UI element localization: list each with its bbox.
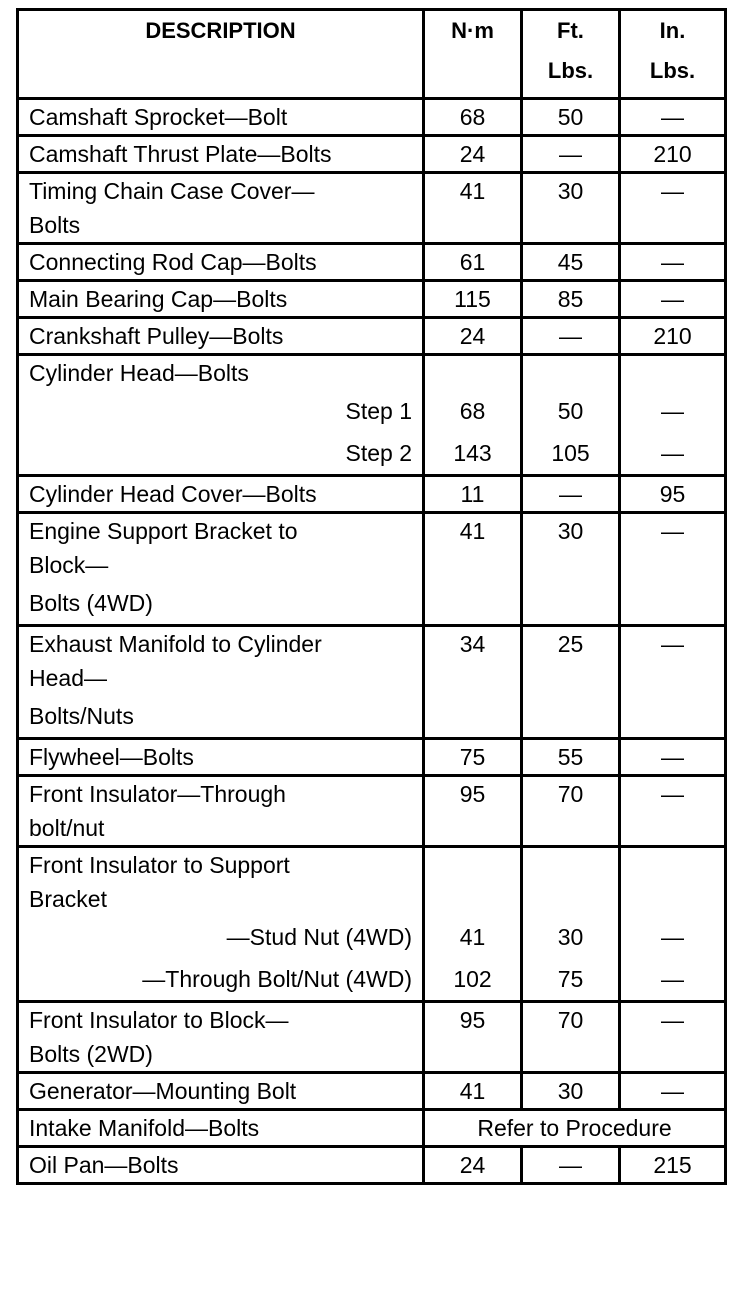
ft-lbs-cell bbox=[522, 318, 620, 355]
value: — bbox=[661, 398, 684, 424]
value: 41 bbox=[459, 924, 486, 950]
description-cell bbox=[18, 99, 424, 136]
description-line: —Through Bolt/Nut (4WD) bbox=[142, 966, 412, 992]
value: 105 bbox=[551, 440, 590, 466]
nm-cell bbox=[424, 476, 522, 513]
ft-lbs-cell bbox=[522, 776, 620, 847]
value: 30 bbox=[557, 518, 584, 544]
nm-cell bbox=[424, 281, 522, 318]
table-row bbox=[18, 626, 726, 739]
value: — bbox=[661, 178, 684, 204]
value: 210 bbox=[653, 141, 692, 167]
value bbox=[425, 882, 520, 916]
ft-lbs-cell bbox=[522, 476, 620, 513]
description-cell bbox=[18, 1073, 424, 1110]
ft-lbs-cell bbox=[522, 99, 620, 136]
nm-cell bbox=[424, 847, 522, 1002]
description-line: Bolts bbox=[29, 212, 81, 238]
value: 85 bbox=[557, 286, 584, 312]
description-line: Step 1 bbox=[345, 398, 412, 424]
value: 30 bbox=[557, 178, 584, 204]
in-lbs-cell bbox=[620, 1147, 726, 1184]
table-row bbox=[18, 513, 726, 626]
value: — bbox=[661, 1078, 684, 1104]
value bbox=[425, 848, 520, 882]
ft-lbs-cell bbox=[522, 244, 620, 281]
value: 61 bbox=[459, 249, 486, 275]
description-line: Bolts (4WD) bbox=[29, 590, 153, 616]
description-cell bbox=[18, 513, 424, 626]
nm-cell bbox=[424, 355, 522, 476]
description-line: Exhaust Manifold to Cylinder bbox=[29, 631, 322, 657]
table-row bbox=[18, 355, 726, 476]
description-cell bbox=[18, 776, 424, 847]
description-cell bbox=[18, 1002, 424, 1073]
in-lbs-cell bbox=[620, 626, 726, 739]
description-line: Bracket bbox=[29, 886, 107, 912]
in-lbs-cell bbox=[620, 776, 726, 847]
description-line: Cylinder Head Cover—Bolts bbox=[29, 481, 317, 507]
nm-cell bbox=[424, 1002, 522, 1073]
table-row bbox=[18, 1073, 726, 1110]
value: — bbox=[661, 1007, 684, 1033]
value bbox=[523, 356, 618, 390]
description-cell bbox=[18, 847, 424, 1002]
value: 34 bbox=[459, 631, 486, 657]
in-lbs-cell bbox=[620, 244, 726, 281]
in-lbs-cell bbox=[620, 281, 726, 318]
ft-lbs-cell bbox=[522, 355, 620, 476]
table-row bbox=[18, 476, 726, 513]
nm-cell bbox=[424, 173, 522, 244]
value: 95 bbox=[459, 1007, 486, 1033]
table-row bbox=[18, 244, 726, 281]
value: 24 bbox=[459, 141, 486, 167]
value: 41 bbox=[459, 518, 486, 544]
value: 102 bbox=[453, 966, 492, 992]
description-cell bbox=[18, 1110, 424, 1147]
value: 95 bbox=[459, 781, 486, 807]
value: 30 bbox=[557, 924, 584, 950]
value: 55 bbox=[557, 744, 584, 770]
table-row bbox=[18, 1110, 726, 1147]
ft-lbs-cell bbox=[522, 513, 620, 626]
value: 41 bbox=[459, 1078, 486, 1104]
table-row bbox=[18, 173, 726, 244]
value: — bbox=[661, 924, 684, 950]
description-line: bolt/nut bbox=[29, 815, 105, 841]
description-cell bbox=[18, 626, 424, 739]
table-row bbox=[18, 776, 726, 847]
description-line: Camshaft Thrust Plate—Bolts bbox=[29, 141, 332, 167]
header-in-lbs: In. Lbs. bbox=[620, 10, 726, 99]
ft-lbs-cell bbox=[522, 136, 620, 173]
value: 41 bbox=[459, 178, 486, 204]
description-cell bbox=[18, 476, 424, 513]
ft-lbs-cell bbox=[522, 1002, 620, 1073]
nm-cell bbox=[424, 513, 522, 626]
value: 24 bbox=[459, 323, 486, 349]
description-line: Head— bbox=[29, 665, 107, 691]
description-line: Oil Pan—Bolts bbox=[29, 1152, 179, 1178]
nm-cell bbox=[424, 626, 522, 739]
nm-cell bbox=[424, 99, 522, 136]
torque-specifications-table bbox=[16, 8, 727, 1185]
value: 50 bbox=[557, 398, 584, 424]
in-lbs-cell bbox=[620, 1002, 726, 1073]
description-line: Main Bearing Cap—Bolts bbox=[29, 286, 288, 312]
in-lbs-cell bbox=[620, 476, 726, 513]
ft-lbs-cell bbox=[522, 173, 620, 244]
in-lbs-cell bbox=[620, 173, 726, 244]
header-nm: N·m bbox=[424, 10, 522, 99]
description-cell bbox=[18, 1147, 424, 1184]
description-line: Cylinder Head—Bolts bbox=[29, 360, 249, 386]
table-row bbox=[18, 136, 726, 173]
ft-lbs-cell bbox=[522, 739, 620, 776]
value: 210 bbox=[653, 323, 692, 349]
value: — bbox=[559, 1152, 582, 1178]
description-line: Step 2 bbox=[345, 440, 412, 466]
value: — bbox=[559, 323, 582, 349]
in-lbs-cell bbox=[620, 739, 726, 776]
header-row bbox=[18, 10, 726, 99]
description-cell bbox=[18, 173, 424, 244]
value: — bbox=[559, 481, 582, 507]
value: — bbox=[559, 141, 582, 167]
value: — bbox=[661, 744, 684, 770]
table-row bbox=[18, 847, 726, 1002]
in-lbs-cell bbox=[620, 318, 726, 355]
description-cell bbox=[18, 244, 424, 281]
in-lbs-cell bbox=[620, 847, 726, 1002]
ft-lbs-cell bbox=[522, 281, 620, 318]
value bbox=[523, 848, 618, 882]
description-cell bbox=[18, 739, 424, 776]
value: 11 bbox=[460, 481, 485, 507]
value: — bbox=[661, 966, 684, 992]
ft-lbs-cell bbox=[522, 1147, 620, 1184]
value: 24 bbox=[459, 1152, 486, 1178]
in-lbs-cell bbox=[620, 99, 726, 136]
value: — bbox=[661, 104, 684, 130]
nm-cell bbox=[424, 136, 522, 173]
merged-value: Refer to Procedure bbox=[477, 1115, 672, 1141]
value bbox=[621, 882, 724, 916]
table-row bbox=[18, 318, 726, 355]
ft-lbs-cell bbox=[522, 1073, 620, 1110]
header-description: DESCRIPTION bbox=[18, 10, 424, 99]
value: 50 bbox=[557, 104, 584, 130]
description-cell bbox=[18, 355, 424, 476]
value bbox=[621, 848, 724, 882]
in-lbs-cell bbox=[620, 513, 726, 626]
value: 143 bbox=[453, 440, 492, 466]
value: 95 bbox=[659, 481, 686, 507]
description-line: Camshaft Sprocket—Bolt bbox=[29, 104, 288, 130]
table-row bbox=[18, 281, 726, 318]
header-ft-lbs: Ft. Lbs. bbox=[522, 10, 620, 99]
value: — bbox=[661, 286, 684, 312]
value: 68 bbox=[459, 104, 486, 130]
description-line: Block— bbox=[29, 552, 109, 578]
value: — bbox=[661, 781, 684, 807]
table-row bbox=[18, 99, 726, 136]
value: 70 bbox=[557, 781, 584, 807]
ft-lbs-cell bbox=[522, 847, 620, 1002]
value: 115 bbox=[454, 286, 491, 312]
value: 70 bbox=[557, 1007, 584, 1033]
description-line: Front Insulator to Block— bbox=[29, 1007, 289, 1033]
description-cell bbox=[18, 281, 424, 318]
nm-cell bbox=[424, 244, 522, 281]
value: 68 bbox=[459, 398, 486, 424]
table-row bbox=[18, 739, 726, 776]
value bbox=[425, 356, 520, 390]
in-lbs-cell bbox=[620, 355, 726, 476]
description-line: Engine Support Bracket to bbox=[29, 518, 298, 544]
value: — bbox=[661, 440, 684, 466]
value bbox=[523, 882, 618, 916]
description-line: Front Insulator to Support bbox=[29, 852, 290, 878]
description-line: Crankshaft Pulley—Bolts bbox=[29, 323, 284, 349]
in-lbs-cell bbox=[620, 136, 726, 173]
value: — bbox=[661, 631, 684, 657]
nm-cell bbox=[424, 1147, 522, 1184]
value: 75 bbox=[459, 744, 486, 770]
description-line: Generator—Mounting Bolt bbox=[29, 1078, 297, 1104]
description-line: Connecting Rod Cap—Bolts bbox=[29, 249, 317, 275]
value: — bbox=[661, 518, 684, 544]
description-line: Bolts/Nuts bbox=[29, 703, 134, 729]
table-row bbox=[18, 1002, 726, 1073]
description-line: —Stud Nut (4WD) bbox=[226, 924, 412, 950]
nm-cell bbox=[424, 318, 522, 355]
description-line: Front Insulator—Through bbox=[29, 781, 286, 807]
description-line: Intake Manifold—Bolts bbox=[29, 1115, 260, 1141]
description-line: Bolts (2WD) bbox=[29, 1041, 153, 1067]
in-lbs-cell bbox=[620, 1073, 726, 1110]
value: 30 bbox=[557, 1078, 584, 1104]
value: 45 bbox=[557, 249, 584, 275]
value: 215 bbox=[653, 1152, 692, 1178]
description-line: Flywheel—Bolts bbox=[29, 744, 194, 770]
nm-cell bbox=[424, 739, 522, 776]
value: — bbox=[661, 249, 684, 275]
value: 25 bbox=[557, 631, 584, 657]
refer-to-procedure-cell bbox=[424, 1110, 726, 1147]
nm-cell bbox=[424, 776, 522, 847]
nm-cell bbox=[424, 1073, 522, 1110]
ft-lbs-cell bbox=[522, 626, 620, 739]
table-row bbox=[18, 1147, 726, 1184]
description-line: Timing Chain Case Cover— bbox=[29, 178, 315, 204]
description-cell bbox=[18, 136, 424, 173]
value: 75 bbox=[557, 966, 584, 992]
value bbox=[621, 356, 724, 390]
description-cell bbox=[18, 318, 424, 355]
